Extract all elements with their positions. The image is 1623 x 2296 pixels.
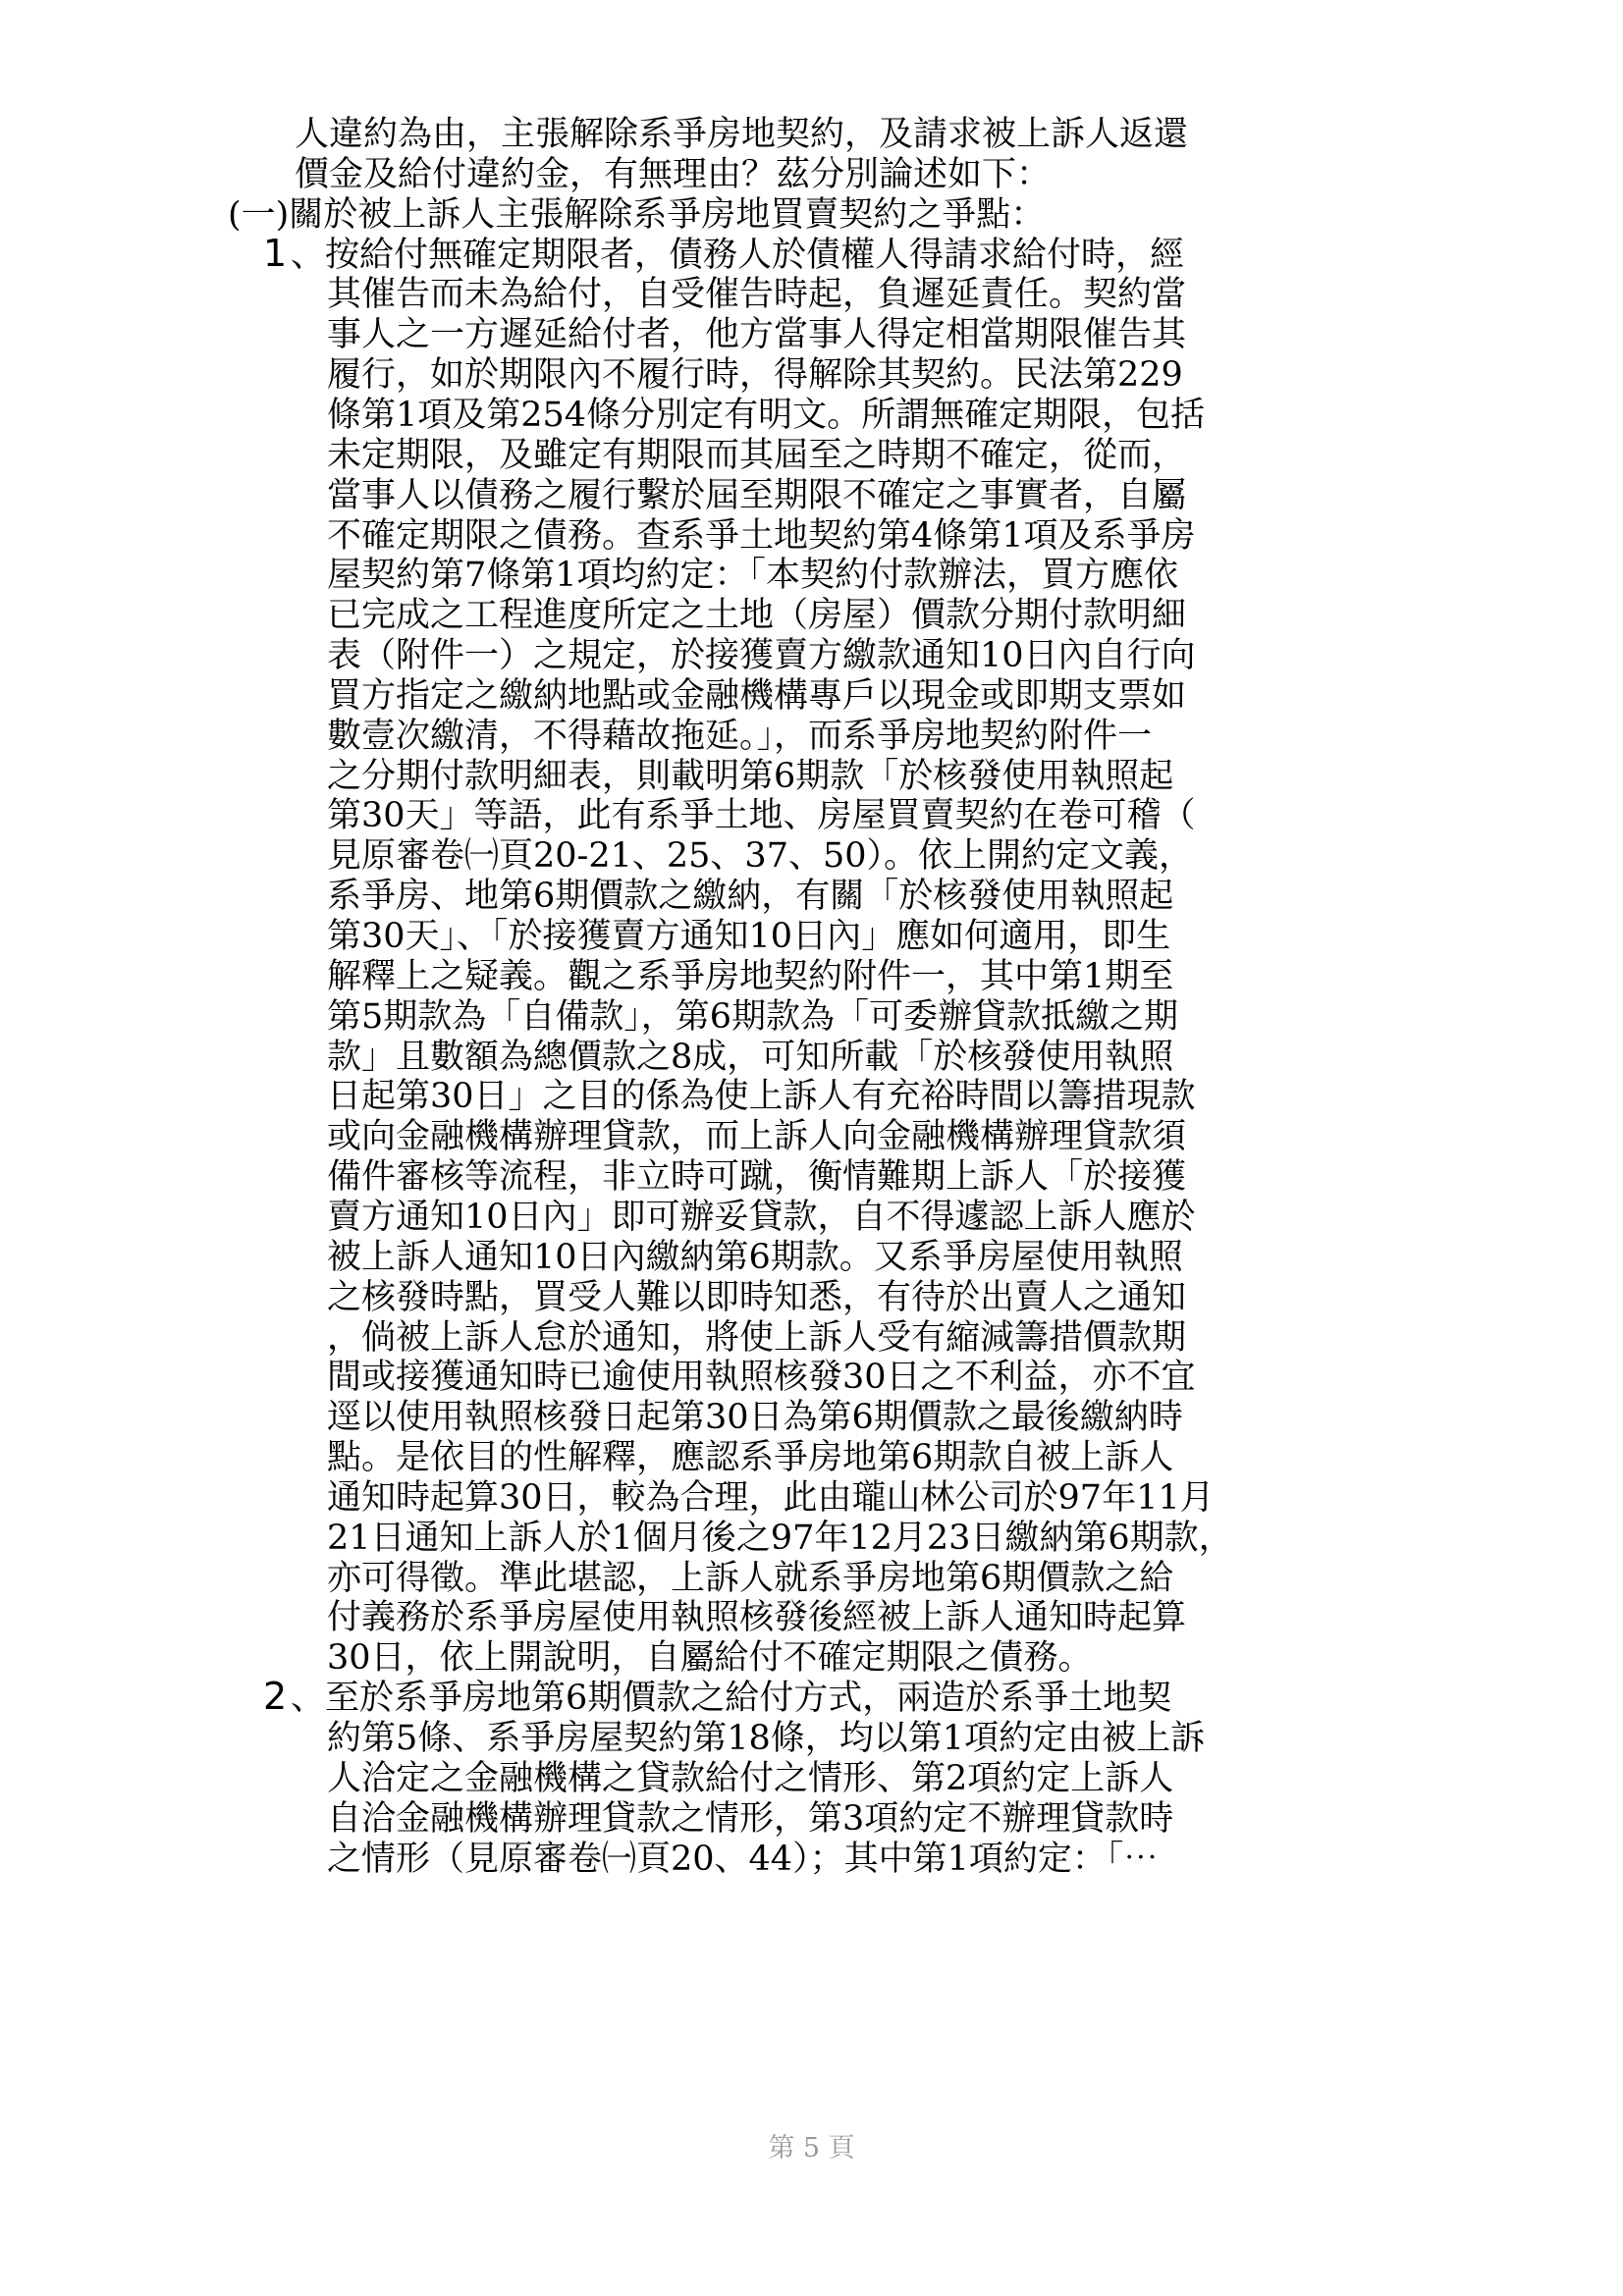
item-1-line: 屋契約第7條第1項均約定：「本契約付款辦法，買方應依	[327, 556, 1179, 596]
item-1-line: 或向金融機構辦理貸款，而上訴人向金融機構辦理貸款須	[327, 1117, 1187, 1157]
item-1-line: 第30天」、「於接獲賣方通知10日內」應如何適用，即生	[327, 917, 1171, 956]
page-number: 第 5 頁	[768, 2133, 855, 2163]
item-1-line: 見原審卷㈠頁20-21、25、37、50）。依上開約定文義，	[327, 836, 1194, 877]
item-1-line: 履行，如於期限內不履行時，得解除其契約。民法第229	[327, 355, 1183, 396]
item-2-line: 約第5條、系爭房屋契約第18條，均以第1項約定由被上訴	[327, 1719, 1206, 1758]
item-1-first-line: 、按給付無確定期限者，債務人於債權人得請求給付時，經	[291, 235, 1185, 275]
item-1-line: 通知時起算30日，較為合理，此由瓏山林公司於97年11月	[327, 1477, 1215, 1518]
item-1-line: 未定期限，及雖定有期限而其屆至之時期不確定，從而，	[327, 435, 1187, 475]
item-1-line: 付義務於系爭房屋使用執照核發後經被上訴人通知時起算	[327, 1598, 1187, 1638]
item-1-line: 已完成之工程進度所定之土地（房屋）價款分期付款明細	[327, 596, 1187, 636]
item-1-number: 1	[263, 231, 288, 275]
item-2-line: 人洽定之金融機構之貸款給付之情形、第2項約定上訴人	[327, 1758, 1174, 1798]
item-1-line: 款」且數額為總價款之8成，可知所載「於核發使用執照	[327, 1037, 1174, 1077]
item-1-line: 數壹次繳清，不得藉故拖延。」，而系爭房地契約附件一	[327, 716, 1153, 756]
intro-line: 價金及給付違約金，有無理由？茲分別論述如下：	[295, 154, 1052, 194]
item-1-line: 賣方通知10日內」即可辦妥貸款，自不得遽認上訴人應於	[327, 1197, 1196, 1237]
item-1-line: 不確定期限之債務。查系爭土地契約第4條第1項及系爭房	[327, 515, 1196, 556]
item-1-line: 被上訴人通知10日內繳納第6期款。又系爭房屋使用執照	[327, 1237, 1183, 1277]
item-1-line: 點。是依目的性解釋，應認系爭房地第6期款自被上訴人	[327, 1438, 1174, 1478]
item-1-line: 第5期款為「自備款」，第6期款為「可委辦貸款抵繳之期	[327, 996, 1179, 1037]
item-1-line: 買方指定之繳納地點或金融機構專戶以現金或即期支票如	[327, 675, 1187, 716]
item-1-line: 之分期付款明細表，則載明第6期款「於核發使用執照起	[327, 756, 1174, 796]
intro-line: 人違約為由，主張解除系爭房地契約，及請求被上訴人返還	[295, 115, 1189, 154]
item-1-line: 解釋上之疑義。觀之系爭房地契約附件一，其中第1期至	[327, 956, 1174, 996]
item-1-line: 當事人以債務之履行繫於屆至期限不確定之事實者，自屬	[327, 475, 1187, 515]
item-1-line: 間或接獲通知時已逾使用執照核發30日之不利益，亦不宜	[327, 1358, 1196, 1398]
item-1-line: 第30天」等語，此有系爭土地、房屋買賣契約在卷可稽（	[327, 796, 1196, 836]
item-2-first-line: 、至於系爭房地第6期價款之給付方式，兩造於系爭土地契	[291, 1679, 1172, 1719]
item-1-line: 表（附件一）之規定，於接獲賣方繳款通知10日內自行向	[327, 636, 1196, 676]
item-1-line: ，倘被上訴人怠於通知，將使上訴人受有縮減籌措價款期	[327, 1317, 1187, 1358]
item-2-number: 2	[263, 1675, 288, 1719]
item-1-line: 其催告而未為給付，自受催告時起，負遲延責任。契約當	[327, 275, 1187, 315]
item-2-line: 之情形（見原審卷㈠頁20、44）；其中第1項約定：「⋯	[327, 1839, 1159, 1879]
item-1-line: 日起第30日」之目的係為使上訴人有充裕時間以籌措現款	[327, 1077, 1196, 1117]
item-1-line: 逕以使用執照核發日起第30日為第6期價款之最後繳納時	[327, 1398, 1183, 1438]
item-1-line: 備件審核等流程，非立時可蹴，衡情難期上訴人「於接獲	[327, 1157, 1187, 1198]
item-1-line: 30日，依上開說明，自屬給付不確定期限之債務。	[327, 1638, 1093, 1679]
item-1-line: 之核發時點，買受人難以即時知悉，有待於出賣人之通知	[327, 1277, 1187, 1317]
item-1-line: 條第1項及第254條分別定有明文。所謂無確定期限，包括	[327, 395, 1206, 435]
section-heading: (一)關於被上訴人主張解除系爭房地買賣契約之爭點：	[228, 194, 1046, 235]
item-1-line: 事人之一方遲延給付者，他方當事人得定相當期限催告其	[327, 315, 1187, 355]
item-1-line: 亦可得徵。準此堪認，上訴人就系爭房地第6期價款之給	[327, 1558, 1174, 1598]
item-1-line: 系爭房、地第6期價款之繳納，有關「於核發使用執照起	[327, 877, 1174, 917]
item-2-line: 自洽金融機構辦理貸款之情形，第3項約定不辦理貸款時	[327, 1798, 1174, 1839]
item-1-line: 21日通知上訴人於1個月後之97年12月23日繳納第6期款，	[327, 1518, 1233, 1558]
